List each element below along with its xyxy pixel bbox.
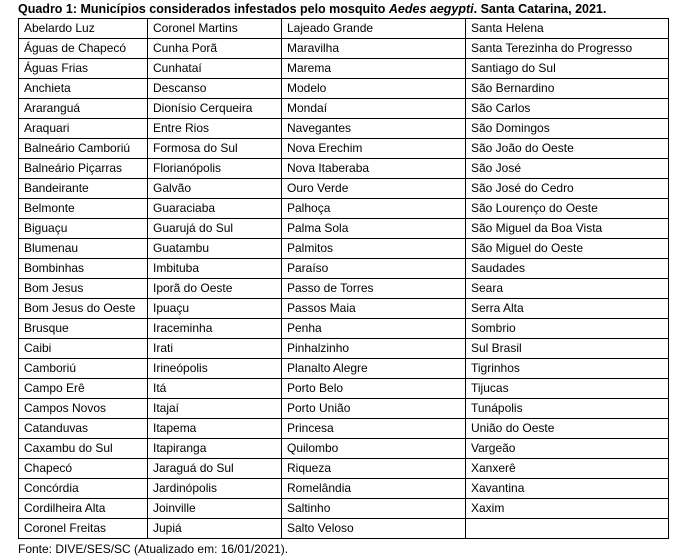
municipality-cell: Imbituba — [148, 259, 282, 279]
municipality-cell: Tunápolis — [466, 399, 669, 419]
municipality-cell: Navegantes — [282, 119, 466, 139]
caption-species: Aedes aegypti — [388, 2, 474, 16]
table-row — [19, 499, 669, 519]
document-page — [18, 0, 668, 558]
table-row — [19, 179, 669, 199]
municipality-cell: Coronel Freitas — [19, 519, 148, 539]
municipality-cell: Xanxerê — [466, 459, 669, 479]
table-row — [19, 19, 669, 39]
municipality-cell: São Bernardino — [466, 79, 669, 99]
municipality-cell: Ipuaçu — [148, 299, 282, 319]
municipality-cell: Marema — [282, 59, 466, 79]
table-caption — [18, 0, 668, 18]
table-row — [19, 39, 669, 59]
municipality-cell: Iraceminha — [148, 319, 282, 339]
municipality-cell: São João do Oeste — [466, 139, 669, 159]
municipality-cell: Palhoça — [282, 199, 466, 219]
municipality-cell: Xaxim — [466, 499, 669, 519]
municipality-cell: Cordilheira Alta — [19, 499, 148, 519]
municipality-cell: Balneário Camboriú — [19, 139, 148, 159]
municipality-cell: Quilombo — [282, 439, 466, 459]
municipality-cell — [466, 519, 669, 539]
municipality-cell: Bandeirante — [19, 179, 148, 199]
table-row — [19, 379, 669, 399]
caption-suffix: . Santa Catarina, 2021. — [473, 2, 607, 16]
municipality-cell: Jaraguá do Sul — [148, 459, 282, 479]
municipality-cell: Irineópolis — [148, 359, 282, 379]
table-row — [19, 219, 669, 239]
municipality-cell: Xavantina — [466, 479, 669, 499]
municipality-cell: Formosa do Sul — [148, 139, 282, 159]
municipality-cell: Abelardo Luz — [19, 19, 148, 39]
table-row — [19, 399, 669, 419]
municipality-cell: Águas Frias — [19, 59, 148, 79]
municipality-cell: Palma Sola — [282, 219, 466, 239]
municipality-cell: Sombrio — [466, 319, 669, 339]
municipality-cell: Coronel Martins — [148, 19, 282, 39]
municipality-cell: Palmitos — [282, 239, 466, 259]
municipality-cell: Blumenau — [19, 239, 148, 259]
municipality-cell: Jupiá — [148, 519, 282, 539]
municipality-cell: Galvão — [148, 179, 282, 199]
municipality-cell: Pinhalzinho — [282, 339, 466, 359]
municipality-cell: Bom Jesus do Oeste — [19, 299, 148, 319]
municipality-cell: São José do Cedro — [466, 179, 669, 199]
municipality-cell: Passos Maia — [282, 299, 466, 319]
table-row — [19, 459, 669, 479]
municipality-cell: Serra Alta — [466, 299, 669, 319]
table-row — [19, 259, 669, 279]
municipality-cell: Santa Helena — [466, 19, 669, 39]
table-row — [19, 299, 669, 319]
municipality-cell: Seara — [466, 279, 669, 299]
municipality-cell: São Miguel da Boa Vista — [466, 219, 669, 239]
table-row — [19, 159, 669, 179]
municipality-cell: Romelândia — [282, 479, 466, 499]
municipality-cell: São Miguel do Oeste — [466, 239, 669, 259]
municipality-cell: Itapiranga — [148, 439, 282, 459]
municipality-cell: Tigrinhos — [466, 359, 669, 379]
municipality-cell: Araquari — [19, 119, 148, 139]
municipality-cell: Cunhataí — [148, 59, 282, 79]
municipality-cell: São Domingos — [466, 119, 669, 139]
table-row — [19, 119, 669, 139]
municipality-cell: Porto União — [282, 399, 466, 419]
municipality-cell: Porto Belo — [282, 379, 466, 399]
municipality-cell: Itá — [148, 379, 282, 399]
municipality-cell: Bom Jesus — [19, 279, 148, 299]
municipality-cell: Catanduvas — [19, 419, 148, 439]
table-row — [19, 479, 669, 499]
municipality-cell: Tijucas — [466, 379, 669, 399]
table-row — [19, 439, 669, 459]
municipality-cell: Cunha Porã — [148, 39, 282, 59]
municipality-cell: Araranguá — [19, 99, 148, 119]
municipality-cell: Sul Brasil — [466, 339, 669, 359]
table-row — [19, 519, 669, 539]
municipality-cell: Paraíso — [282, 259, 466, 279]
municipality-cell: Jardinópolis — [148, 479, 282, 499]
municipality-cell: Campo Erê — [19, 379, 148, 399]
table-row — [19, 359, 669, 379]
municipality-cell: Brusque — [19, 319, 148, 339]
municipality-cell: São Lourenço do Oeste — [466, 199, 669, 219]
table-row — [19, 419, 669, 439]
municipality-cell: Planalto Alegre — [282, 359, 466, 379]
table-row — [19, 239, 669, 259]
municipality-cell: Salto Veloso — [282, 519, 466, 539]
municipality-cell: Lajeado Grande — [282, 19, 466, 39]
table-row — [19, 319, 669, 339]
municipality-cell: Belmonte — [19, 199, 148, 219]
municipality-cell: Guatambu — [148, 239, 282, 259]
table-row — [19, 79, 669, 99]
municipality-cell: Guarujá do Sul — [148, 219, 282, 239]
municipality-cell: Modelo — [282, 79, 466, 99]
municipality-cell: Caxambu do Sul — [19, 439, 148, 459]
municipality-cell: Florianópolis — [148, 159, 282, 179]
table-row — [19, 339, 669, 359]
municipality-cell: Mondaí — [282, 99, 466, 119]
municipality-cell: Passo de Torres — [282, 279, 466, 299]
municipality-cell: Riqueza — [282, 459, 466, 479]
table-row — [19, 199, 669, 219]
municipality-cell: Guaraciaba — [148, 199, 282, 219]
municipality-cell: Itajaí — [148, 399, 282, 419]
municipality-cell: Saudades — [466, 259, 669, 279]
table-row — [19, 139, 669, 159]
municipality-cell: Saltinho — [282, 499, 466, 519]
source-note: Fonte: DIVE/SES/SC (Atualizado em: 16/01/2021). — [18, 542, 289, 556]
table-row — [19, 279, 669, 299]
municipality-cell: Irati — [148, 339, 282, 359]
table-row — [19, 99, 669, 119]
municipality-cell: Descanso — [148, 79, 282, 99]
municipality-cell: Camboriú — [19, 359, 148, 379]
municipality-cell: Iporã do Oeste — [148, 279, 282, 299]
municipality-cell: Santa Terezinha do Progresso — [466, 39, 669, 59]
municipality-cell: Santiago do Sul — [466, 59, 669, 79]
municipality-cell: Penha — [282, 319, 466, 339]
municipalities-table-body — [19, 19, 669, 539]
municipality-cell: Águas de Chapecó — [19, 39, 148, 59]
municipality-cell: Balneário Piçarras — [19, 159, 148, 179]
municipality-cell: Concórdia — [19, 479, 148, 499]
municipality-cell: Joinville — [148, 499, 282, 519]
municipality-cell: Maravilha — [282, 39, 466, 59]
municipality-cell: Princesa — [282, 419, 466, 439]
municipality-cell: União do Oeste — [466, 419, 669, 439]
caption-prefix: Quadro 1: Municípios considerados infestados pelo mosquito — [18, 2, 389, 16]
municipality-cell: Vargeão — [466, 439, 669, 459]
municipality-cell: Nova Itaberaba — [282, 159, 466, 179]
municipality-cell: São Carlos — [466, 99, 669, 119]
municipality-cell: Bombinhas — [19, 259, 148, 279]
municipality-cell: Campos Novos — [19, 399, 148, 419]
table-row — [19, 59, 669, 79]
municipality-cell: Caibi — [19, 339, 148, 359]
municipality-cell: Nova Erechim — [282, 139, 466, 159]
municipalities-table — [18, 18, 669, 539]
municipality-cell: Entre Rios — [148, 119, 282, 139]
municipality-cell: Anchieta — [19, 79, 148, 99]
municipality-cell: São José — [466, 159, 669, 179]
municipality-cell: Biguaçu — [19, 219, 148, 239]
municipality-cell: Itapema — [148, 419, 282, 439]
municipality-cell: Dionísio Cerqueira — [148, 99, 282, 119]
municipality-cell: Chapecó — [19, 459, 148, 479]
municipality-cell: Ouro Verde — [282, 179, 466, 199]
